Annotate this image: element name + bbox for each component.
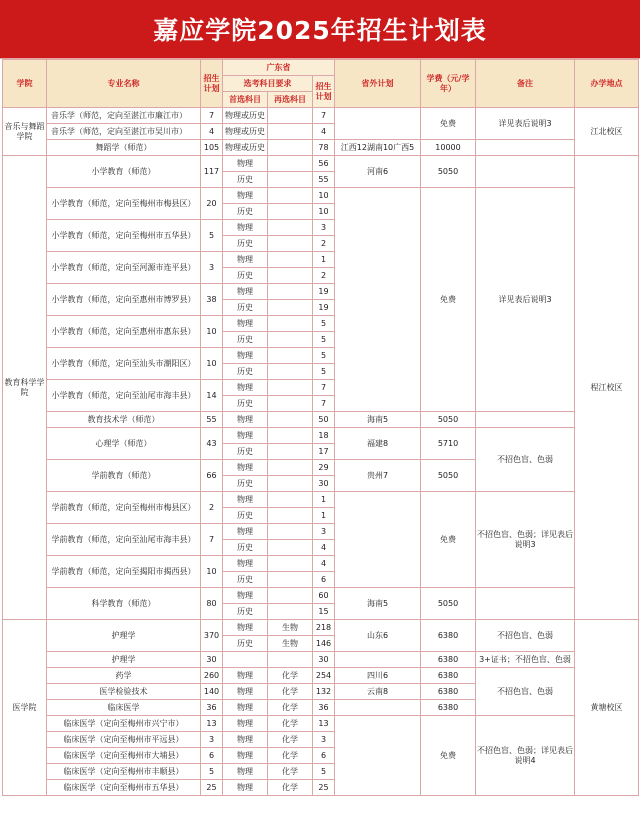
plan-cell: 3 — [201, 732, 223, 748]
second-subject-cell — [268, 508, 313, 524]
major-cell: 小学教育（师范，定向至梅州市五华县） — [47, 220, 201, 252]
second-subject-cell — [268, 252, 313, 268]
plan-cell: 105 — [201, 140, 223, 156]
second-subject-cell — [268, 156, 313, 172]
second-subject-cell: 化学 — [268, 732, 313, 748]
first-subject-cell: 物理 — [223, 428, 268, 444]
major-cell: 临床医学（定向至梅州市五华县） — [47, 780, 201, 796]
remark-cell: 不招色盲、色弱 — [476, 668, 575, 716]
second-subject-cell — [268, 332, 313, 348]
second-subject-cell — [268, 204, 313, 220]
remark-cell: 详见表后说明3 — [476, 108, 575, 140]
major-cell: 小学教育（师范，定向至惠州市博罗县） — [47, 284, 201, 316]
table-title: 嘉应学院2025年招生计划表 — [0, 0, 640, 58]
second-subject-cell — [268, 524, 313, 540]
first-subject-cell: 物理 — [223, 524, 268, 540]
gd-plan-cell: 10 — [313, 204, 335, 220]
gd-plan-cell: 56 — [313, 156, 335, 172]
gd-plan-cell: 1 — [313, 508, 335, 524]
first-subject-cell: 物理 — [223, 556, 268, 572]
header-second-subject: 再选科目 — [268, 92, 313, 108]
fee-cell: 免费 — [421, 188, 476, 412]
remark-cell: 不招色盲、色弱 — [476, 620, 575, 652]
gd-plan-cell: 254 — [313, 668, 335, 684]
outside-cell — [335, 188, 421, 412]
major-cell: 药学 — [47, 668, 201, 684]
header-gd-plan: 招生计划 — [313, 76, 335, 108]
remark-cell — [476, 140, 575, 156]
second-subject-cell — [268, 316, 313, 332]
major-cell: 小学教育（师范，定向至汕头市潮阳区） — [47, 348, 201, 380]
second-subject-cell — [268, 604, 313, 620]
enrollment-table — [2, 59, 639, 796]
second-subject-cell — [268, 412, 313, 428]
plan-cell: 5 — [201, 220, 223, 252]
first-subject-cell: 物理或历史 — [223, 140, 268, 156]
fee-cell: 6380 — [421, 700, 476, 716]
gd-plan-cell: 19 — [313, 284, 335, 300]
outside-cell — [335, 700, 421, 716]
second-subject-cell — [268, 364, 313, 380]
fee-cell: 免费 — [421, 108, 476, 140]
plan-cell: 43 — [201, 428, 223, 460]
first-subject-cell: 物理 — [223, 748, 268, 764]
fee-cell: 5050 — [421, 412, 476, 428]
first-subject-cell: 历史 — [223, 268, 268, 284]
remark-cell — [476, 156, 575, 188]
plan-cell: 10 — [201, 316, 223, 348]
fee-cell: 免费 — [421, 492, 476, 588]
gd-plan-cell: 146 — [313, 636, 335, 652]
first-subject-cell: 历史 — [223, 540, 268, 556]
plan-cell: 13 — [201, 716, 223, 732]
college-cell: 音乐与舞蹈学院 — [3, 108, 47, 156]
outside-cell: 四川6 — [335, 668, 421, 684]
first-subject-cell: 历史 — [223, 204, 268, 220]
first-subject-cell: 历史 — [223, 300, 268, 316]
second-subject-cell — [268, 444, 313, 460]
gd-plan-cell: 6 — [313, 748, 335, 764]
second-subject-cell — [268, 124, 313, 140]
second-subject-cell — [268, 300, 313, 316]
second-subject-cell — [268, 140, 313, 156]
remark-cell: 不招色盲、色弱；详见表后说明3 — [476, 492, 575, 588]
plan-cell: 55 — [201, 412, 223, 428]
gd-plan-cell: 1 — [313, 492, 335, 508]
plan-cell: 140 — [201, 684, 223, 700]
major-cell: 护理学 — [47, 652, 201, 668]
plan-cell: 36 — [201, 700, 223, 716]
first-subject-cell: 历史 — [223, 636, 268, 652]
major-cell: 学前教育（师范） — [47, 460, 201, 492]
major-cell: 临床医学（定向至梅州市大埔县） — [47, 748, 201, 764]
second-subject-cell — [268, 588, 313, 604]
header-outside: 省外计划 — [335, 60, 421, 108]
campus-cell: 黄塘校区 — [575, 620, 639, 796]
gd-plan-cell: 2 — [313, 268, 335, 284]
gd-plan-cell: 4 — [313, 124, 335, 140]
major-cell: 临床医学 — [47, 700, 201, 716]
outside-cell — [335, 652, 421, 668]
major-cell: 音乐学（师范，定向至湛江市吴川市） — [47, 124, 201, 140]
second-subject-cell: 化学 — [268, 684, 313, 700]
second-subject-cell — [268, 572, 313, 588]
gd-plan-cell: 55 — [313, 172, 335, 188]
second-subject-cell: 化学 — [268, 780, 313, 796]
major-cell: 音乐学（师范，定向至湛江市廉江市） — [47, 108, 201, 124]
first-subject-cell: 历史 — [223, 476, 268, 492]
second-subject-cell — [268, 284, 313, 300]
first-subject-cell: 物理 — [223, 700, 268, 716]
first-subject-cell: 历史 — [223, 604, 268, 620]
first-subject-cell: 物理 — [223, 284, 268, 300]
header-guangdong: 广东省 — [223, 60, 335, 76]
plan-cell: 7 — [201, 108, 223, 124]
second-subject-cell: 化学 — [268, 748, 313, 764]
gd-plan-cell: 29 — [313, 460, 335, 476]
first-subject-cell: 物理 — [223, 668, 268, 684]
gd-plan-cell: 7 — [313, 380, 335, 396]
major-cell: 小学教育（师范，定向至河源市连平县） — [47, 252, 201, 284]
first-subject-cell: 物理 — [223, 188, 268, 204]
first-subject-cell: 物理或历史 — [223, 108, 268, 124]
second-subject-cell — [268, 348, 313, 364]
fee-cell: 10000 — [421, 140, 476, 156]
first-subject-cell: 物理 — [223, 316, 268, 332]
major-cell: 临床医学（定向至梅州市平远县） — [47, 732, 201, 748]
remark-cell — [476, 588, 575, 620]
major-cell: 临床医学（定向至梅州市兴宁市） — [47, 716, 201, 732]
plan-cell: 6 — [201, 748, 223, 764]
first-subject-cell: 物理 — [223, 764, 268, 780]
plan-cell: 20 — [201, 188, 223, 220]
major-cell: 学前教育（师范，定向至梅州市梅县区） — [47, 492, 201, 524]
second-subject-cell — [268, 492, 313, 508]
fee-cell: 6380 — [421, 668, 476, 684]
plan-cell: 370 — [201, 620, 223, 652]
gd-plan-cell: 5 — [313, 316, 335, 332]
outside-cell: 山东6 — [335, 620, 421, 652]
outside-cell: 河南6 — [335, 156, 421, 188]
outside-cell: 云南8 — [335, 684, 421, 700]
first-subject-cell: 历史 — [223, 444, 268, 460]
first-subject-cell: 物理 — [223, 732, 268, 748]
first-subject-cell: 物理 — [223, 380, 268, 396]
major-cell: 医学检验技术 — [47, 684, 201, 700]
major-cell: 学前教育（师范，定向至揭阳市揭西县） — [47, 556, 201, 588]
plan-cell: 10 — [201, 348, 223, 380]
first-subject-cell: 物理 — [223, 156, 268, 172]
gd-plan-cell: 4 — [313, 556, 335, 572]
remark-cell: 不招色盲、色弱；详见表后说明4 — [476, 716, 575, 796]
fee-cell: 6380 — [421, 620, 476, 652]
first-subject-cell: 物理 — [223, 780, 268, 796]
first-subject-cell: 物理 — [223, 460, 268, 476]
outside-cell: 福建8 — [335, 428, 421, 460]
first-subject-cell: 物理 — [223, 588, 268, 604]
first-subject-cell: 物理 — [223, 252, 268, 268]
fee-cell: 5050 — [421, 588, 476, 620]
gd-plan-cell: 5 — [313, 332, 335, 348]
header-first-subject: 首选科目 — [223, 92, 268, 108]
gd-plan-cell: 3 — [313, 732, 335, 748]
first-subject-cell: 历史 — [223, 236, 268, 252]
gd-plan-cell: 132 — [313, 684, 335, 700]
college-cell: 教育科学学院 — [3, 156, 47, 620]
plan-cell: 3 — [201, 252, 223, 284]
gd-plan-cell: 25 — [313, 780, 335, 796]
remark-cell — [476, 412, 575, 428]
second-subject-cell — [268, 540, 313, 556]
header-campus: 办学地点 — [575, 60, 639, 108]
gd-plan-cell: 7 — [313, 396, 335, 412]
gd-plan-cell: 50 — [313, 412, 335, 428]
header-subject-req: 选考科目要求 — [223, 76, 313, 92]
second-subject-cell — [268, 268, 313, 284]
outside-cell — [335, 716, 421, 796]
outside-cell — [335, 108, 421, 140]
second-subject-cell — [268, 108, 313, 124]
plan-cell: 4 — [201, 124, 223, 140]
second-subject-cell: 化学 — [268, 700, 313, 716]
first-subject-cell: 物理 — [223, 348, 268, 364]
plan-cell: 117 — [201, 156, 223, 188]
fee-cell: 6380 — [421, 652, 476, 668]
second-subject-cell — [268, 652, 313, 668]
plan-cell: 80 — [201, 588, 223, 620]
major-cell: 护理学 — [47, 620, 201, 652]
fee-cell: 5050 — [421, 156, 476, 188]
plan-cell: 7 — [201, 524, 223, 556]
gd-plan-cell: 5 — [313, 348, 335, 364]
gd-plan-cell: 60 — [313, 588, 335, 604]
gd-plan-cell: 5 — [313, 764, 335, 780]
first-subject-cell: 物理 — [223, 220, 268, 236]
fee-cell: 6380 — [421, 684, 476, 700]
gd-plan-cell: 19 — [313, 300, 335, 316]
outside-cell: 海南5 — [335, 588, 421, 620]
plan-cell: 14 — [201, 380, 223, 412]
major-cell: 小学教育（师范） — [47, 156, 201, 188]
first-subject-cell: 历史 — [223, 508, 268, 524]
major-cell: 小学教育（师范，定向至惠州市惠东县） — [47, 316, 201, 348]
header-enroll-plan: 招生计划 — [201, 60, 223, 108]
second-subject-cell — [268, 236, 313, 252]
second-subject-cell — [268, 396, 313, 412]
college-cell: 医学院 — [3, 620, 47, 796]
second-subject-cell: 化学 — [268, 716, 313, 732]
major-cell: 学前教育（师范，定向至汕尾市海丰县） — [47, 524, 201, 556]
plan-cell: 30 — [201, 652, 223, 668]
fee-cell: 5050 — [421, 460, 476, 492]
plan-cell: 5 — [201, 764, 223, 780]
plan-cell: 25 — [201, 780, 223, 796]
major-cell: 心理学（师范） — [47, 428, 201, 460]
second-subject-cell — [268, 220, 313, 236]
gd-plan-cell: 3 — [313, 220, 335, 236]
first-subject-cell: 物理 — [223, 620, 268, 636]
first-subject-cell: 历史 — [223, 572, 268, 588]
header-fee: 学费（元/学年） — [421, 60, 476, 108]
header-major: 专业名称 — [47, 60, 201, 108]
second-subject-cell: 化学 — [268, 668, 313, 684]
major-cell: 教育技术学（师范） — [47, 412, 201, 428]
second-subject-cell: 生物 — [268, 620, 313, 636]
first-subject-cell: 物理 — [223, 716, 268, 732]
first-subject-cell: 物理 — [223, 684, 268, 700]
first-subject-cell: 物理 — [223, 492, 268, 508]
plan-cell: 260 — [201, 668, 223, 684]
second-subject-cell — [268, 476, 313, 492]
remark-cell: 3+证书；不招色盲、色弱 — [476, 652, 575, 668]
second-subject-cell: 生物 — [268, 636, 313, 652]
first-subject-cell: 物理或历史 — [223, 124, 268, 140]
gd-plan-cell: 30 — [313, 476, 335, 492]
campus-cell: 程江校区 — [575, 156, 639, 620]
gd-plan-cell: 1 — [313, 252, 335, 268]
major-cell: 小学教育（师范，定向至梅州市梅县区） — [47, 188, 201, 220]
gd-plan-cell: 3 — [313, 524, 335, 540]
gd-plan-cell: 10 — [313, 188, 335, 204]
gd-plan-cell: 13 — [313, 716, 335, 732]
plan-cell: 66 — [201, 460, 223, 492]
gd-plan-cell: 78 — [313, 140, 335, 156]
gd-plan-cell: 5 — [313, 364, 335, 380]
major-cell: 小学教育（师范，定向至汕尾市海丰县） — [47, 380, 201, 412]
fee-cell: 免费 — [421, 716, 476, 796]
remark-cell: 不招色盲、色弱 — [476, 428, 575, 492]
second-subject-cell — [268, 172, 313, 188]
first-subject-cell: 历史 — [223, 332, 268, 348]
outside-cell: 江西12湖南10广西5 — [335, 140, 421, 156]
plan-cell: 38 — [201, 284, 223, 316]
gd-plan-cell: 7 — [313, 108, 335, 124]
second-subject-cell — [268, 460, 313, 476]
gd-plan-cell: 17 — [313, 444, 335, 460]
gd-plan-cell: 30 — [313, 652, 335, 668]
header-college: 学院 — [3, 60, 47, 108]
outside-cell: 贵州7 — [335, 460, 421, 492]
outside-cell — [335, 492, 421, 588]
campus-cell: 江北校区 — [575, 108, 639, 156]
major-cell: 舞蹈学（师范） — [47, 140, 201, 156]
gd-plan-cell: 2 — [313, 236, 335, 252]
first-subject-cell: 历史 — [223, 396, 268, 412]
second-subject-cell — [268, 380, 313, 396]
gd-plan-cell: 6 — [313, 572, 335, 588]
major-cell: 科学教育（师范） — [47, 588, 201, 620]
plan-cell: 2 — [201, 492, 223, 524]
second-subject-cell: 化学 — [268, 764, 313, 780]
first-subject-cell: 历史 — [223, 172, 268, 188]
second-subject-cell — [268, 188, 313, 204]
second-subject-cell — [268, 428, 313, 444]
outside-cell: 海南5 — [335, 412, 421, 428]
gd-plan-cell: 218 — [313, 620, 335, 636]
remark-cell: 详见表后说明3 — [476, 188, 575, 412]
header-remark: 备注 — [476, 60, 575, 108]
second-subject-cell — [268, 556, 313, 572]
first-subject-cell: 历史 — [223, 364, 268, 380]
first-subject-cell — [223, 652, 268, 668]
plan-cell: 10 — [201, 556, 223, 588]
first-subject-cell: 物理 — [223, 412, 268, 428]
gd-plan-cell: 4 — [313, 540, 335, 556]
gd-plan-cell: 36 — [313, 700, 335, 716]
gd-plan-cell: 15 — [313, 604, 335, 620]
fee-cell: 5710 — [421, 428, 476, 460]
major-cell: 临床医学（定向至梅州市丰顺县） — [47, 764, 201, 780]
gd-plan-cell: 18 — [313, 428, 335, 444]
